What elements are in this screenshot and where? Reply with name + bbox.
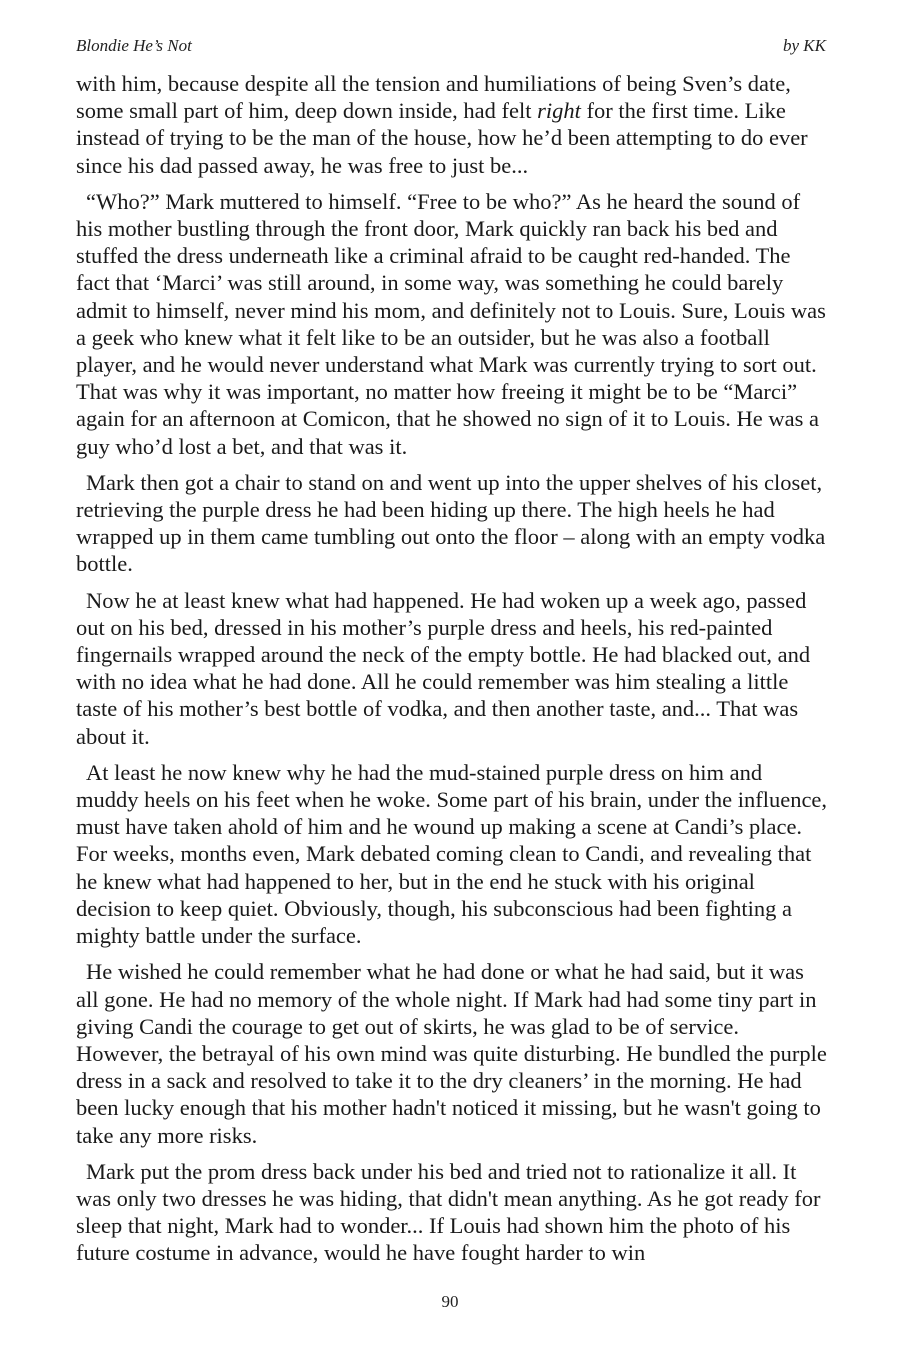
paragraph-1-end: for the first time. Like instead of trying to be the man of the house, how he’d been attempting to do ever since his dad passed away, he was free to just be... — [76, 98, 808, 178]
paragraph-1-start: with him, because despite all the tension and humiliations of being Sven’s date, some small part of him, deep down inside, had felt — [76, 71, 791, 124]
page-number: 90 — [441, 1292, 459, 1311]
paragraph-7: Mark put the prom dress back under his bed and tried not to rationalize it all. It was only two dresses he was hiding, that didn't mean anything. As he got ready for sleep that night, Mark had to wonder... If Louis had shown him the photo of his future costume in advance, would he have fought harder to win — [76, 1158, 821, 1266]
paragraph-1-emphasis: right — [537, 98, 581, 124]
author-credit: by KK — [783, 36, 826, 55]
book-title: Blondie He’s Not — [76, 36, 192, 55]
paragraph-3: Mark then got a chair to stand on and went up into the upper shelves of his closet, retrieving the purple dress he had been hiding up there. The high heels he had wrapped up in them came tumbling out onto the floor – along with an empty vodka bottle. — [76, 469, 826, 577]
paragraph-2: “Who?” Mark muttered to himself. “Free to be who?” As he heard the sound of his mother bustling through the front door, Mark quickly ran back his bed and stuffed the dress underneath like a criminal afraid to be caught red-handed. The fact that ‘Marci’ was still around, in some way, was something he could barely admit to himself, never mind his mom, and definitely not to Louis. Sure, Louis was a geek who knew what it felt like to be an outsider, but he was also a football player, and he would never understand what Mark was currently trying to sort out. That was why it was important, no matter how freeing it might be to be “Marci” again for an afternoon at Comicon, that he showed no sign of it to Louis. He was a guy who’d lost a bet, and that was it. — [76, 188, 826, 459]
paragraph-6: He wished he could remember what he had done or what he had said, but it was all gone. He had no memory of the whole night. If Mark had had some tiny part in giving Candi the courage to get out of skirts, he was glad to be of service. However, the betrayal of his own mind was quite disturbing. He bundled the purple dress in a sack and resolved to take it to the dry cleaners’ in the morning. He had been lucky enough that his mother hadn't noticed it missing, but he wasn't going to take any more risks. — [76, 959, 827, 1148]
running-head — [76, 36, 826, 56]
paragraph-4: Now he at least knew what had happened. He had woken up a week ago, passed out on his bed, dressed in his mother’s purple dress and heels, his red-painted fingernails wrapped around the neck of the empty bottle. He had blacked out, and with no idea what he had done. All he could remember was him stealing a little taste of his mother’s best bottle of vodka, and then another taste, and... That was about it. — [76, 587, 811, 749]
paragraph-5: At least he now knew why he had the mud-stained purple dress on him and muddy heels on his feet when he woke. Some part of his brain, under the influence, must have taken ahold of him and he wound up making a scene at Candi’s place. For weeks, months even, Mark debated coming clean to Candi, and revealing that he knew what had happened to her, but in the end he stuck with his original decision to keep quiet. Obviously, though, his subconscious had been fighting a mighty battle under the surface. — [76, 759, 828, 949]
paragraph-1 — [76, 70, 828, 179]
body-text — [76, 70, 828, 1276]
